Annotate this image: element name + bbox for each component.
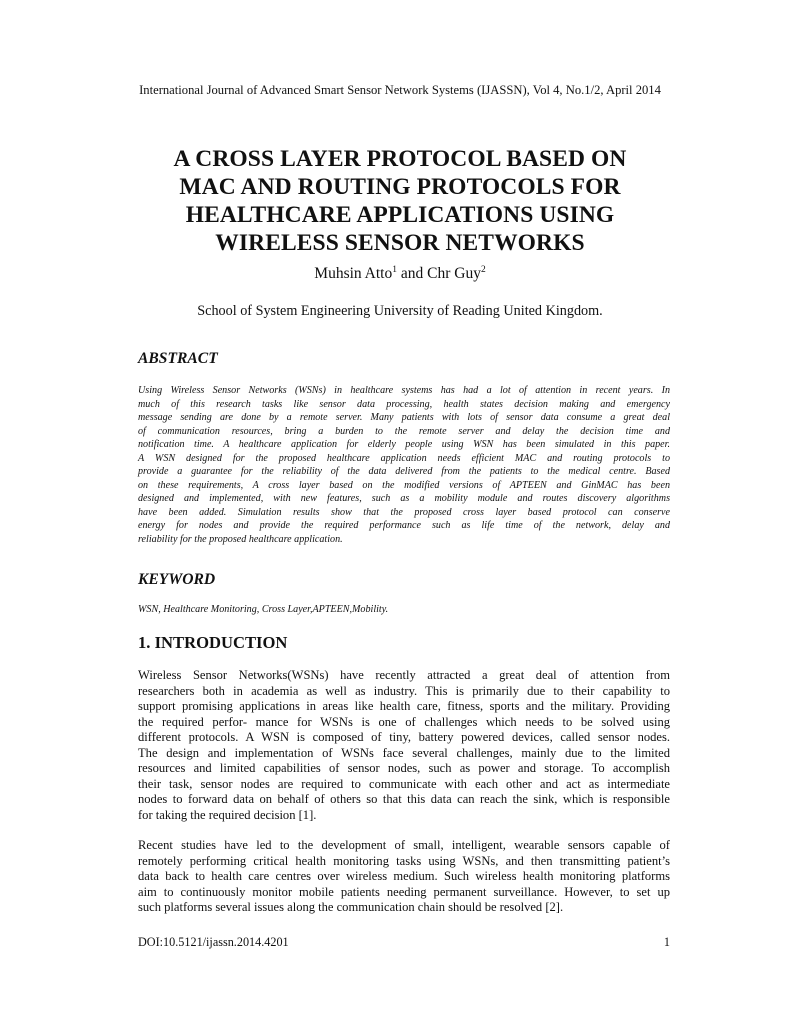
abstract-text — [138, 384, 670, 546]
title-line: A CROSS LAYER PROTOCOL BASED ON — [173, 146, 627, 172]
page-number: 1 — [663, 935, 670, 949]
paragraph-line: such platforms several issues along the communication chain should be resolved [2]. — [138, 900, 564, 914]
abstract-line: designed and implemented, with new features, such as a mobility module and routes discovery algorithms — [138, 493, 670, 504]
paper-title — [100, 145, 700, 257]
keyword-heading: KEYWORD — [138, 571, 216, 588]
paragraph-line: researchers both in academia as well as industry. This is primarily due to their capability to — [138, 683, 670, 698]
doi-footer: DOI:10.5121/ijassn.2014.4201 — [138, 935, 289, 949]
paragraph-line: aim to continuously monitor mobile patients needing permanent surveillance. However, to set up — [138, 884, 670, 899]
author-list — [0, 264, 800, 284]
abstract-line: reliability for the proposed healthcare application. — [138, 533, 343, 545]
author-name: Chr Guy — [427, 265, 481, 282]
keyword-list: WSN, Healthcare Monitoring, Cross Layer,APTEEN,Mobility. — [138, 604, 389, 615]
abstract-line: much of this research tasks like sensor data processing, health states decision making and emergency — [138, 398, 670, 410]
abstract-line: have been added. Simulation results show that the proposed cross layer based protocol can conserve — [138, 506, 670, 518]
title-line: MAC AND ROUTING PROTOCOLS FOR — [179, 174, 621, 200]
author-name: Muhsin Atto — [314, 265, 393, 282]
introduction-paragraph — [138, 668, 670, 823]
introduction-heading: 1. INTRODUCTION — [138, 633, 288, 652]
paragraph-line: their task, sensor nodes are required to communicate with each other and act as intermediate — [138, 776, 670, 791]
abstract-line: provide a guarantee for the reliability of the data delivered from the patients to the medical centre. Based — [138, 466, 670, 477]
abstract-line: message sending are done by a remote server. Many patients with lots of sensor data consume a great deal — [138, 412, 670, 423]
title-line: WIRELESS SENSOR NETWORKS — [215, 230, 585, 256]
abstract-line: Using Wireless Sensor Networks (WSNs) in healthcare systems has had a lot of attention in recent years. In — [138, 385, 670, 396]
journal-header: International Journal of Advanced Smart Sensor Network Systems (IJASSN), Vol 4, No.1/2, April 2014 — [139, 83, 661, 97]
paragraph-line: for taking the required decision [1]. — [138, 807, 317, 822]
abstract-line: on these requirements, A cross layer based on the modified versions of APTEEN and GinMAC has been — [138, 479, 670, 491]
paragraph-line: resources and limited capabilities of sensor nodes, such as power and storage. To accomplish — [138, 761, 670, 775]
paragraph-line: the required perfor- mance for WSNs is one of challenges which needs to be solved using — [138, 714, 670, 729]
paragraph-line: different protocols. A WSN is composed of tiny, battery powered devices, called sensor nodes. — [138, 730, 670, 744]
author-affiliation-marker: 2 — [480, 265, 486, 275]
abstract-line: notification time. A healthcare application for elderly people using WSN has been simulated in this paper. — [138, 439, 670, 450]
introduction-paragraph — [138, 838, 670, 916]
paragraph-line: nodes to forward data on behalf of others so that this data can reach the sink, which is responsible — [138, 792, 670, 806]
paragraph-line: support promising applications in areas like health care, fitness, sports and the military. Providing — [138, 699, 670, 713]
paragraph-line: data back to health care centres over wireless medium. Such wireless health monitoring platforms — [138, 869, 670, 883]
author-affiliation-marker: 1 — [392, 265, 397, 275]
abstract-line: energy for nodes and provide the required performance such as life time of the network, delay and — [138, 520, 670, 531]
abstract-heading: ABSTRACT — [138, 350, 218, 367]
title-line: HEALTHCARE APPLICATIONS USING — [185, 202, 615, 228]
paragraph-line: Wireless Sensor Networks(WSNs) have recently attracted a great deal of attention from — [138, 668, 670, 682]
paragraph-line: The design and implementation of WSNs face several challenges, mainly due to the limited — [138, 745, 670, 760]
abstract-line: of communication resources, bring a burden to the remote server and delay the decision time and — [138, 425, 670, 437]
paragraph-line: remotely performing critical health monitoring tasks using WSNs, and then transmitting patient’s — [138, 853, 670, 868]
author-conjunction: and — [396, 265, 428, 282]
abstract-line: A WSN designed for the proposed healthcare application needs efficient MAC and routing protocols to — [138, 452, 670, 464]
paragraph-line: Recent studies have led to the development of small, intelligent, wearable sensors capable of — [138, 838, 670, 852]
affiliation: School of System Engineering University of Reading United Kingdom. — [197, 303, 603, 319]
